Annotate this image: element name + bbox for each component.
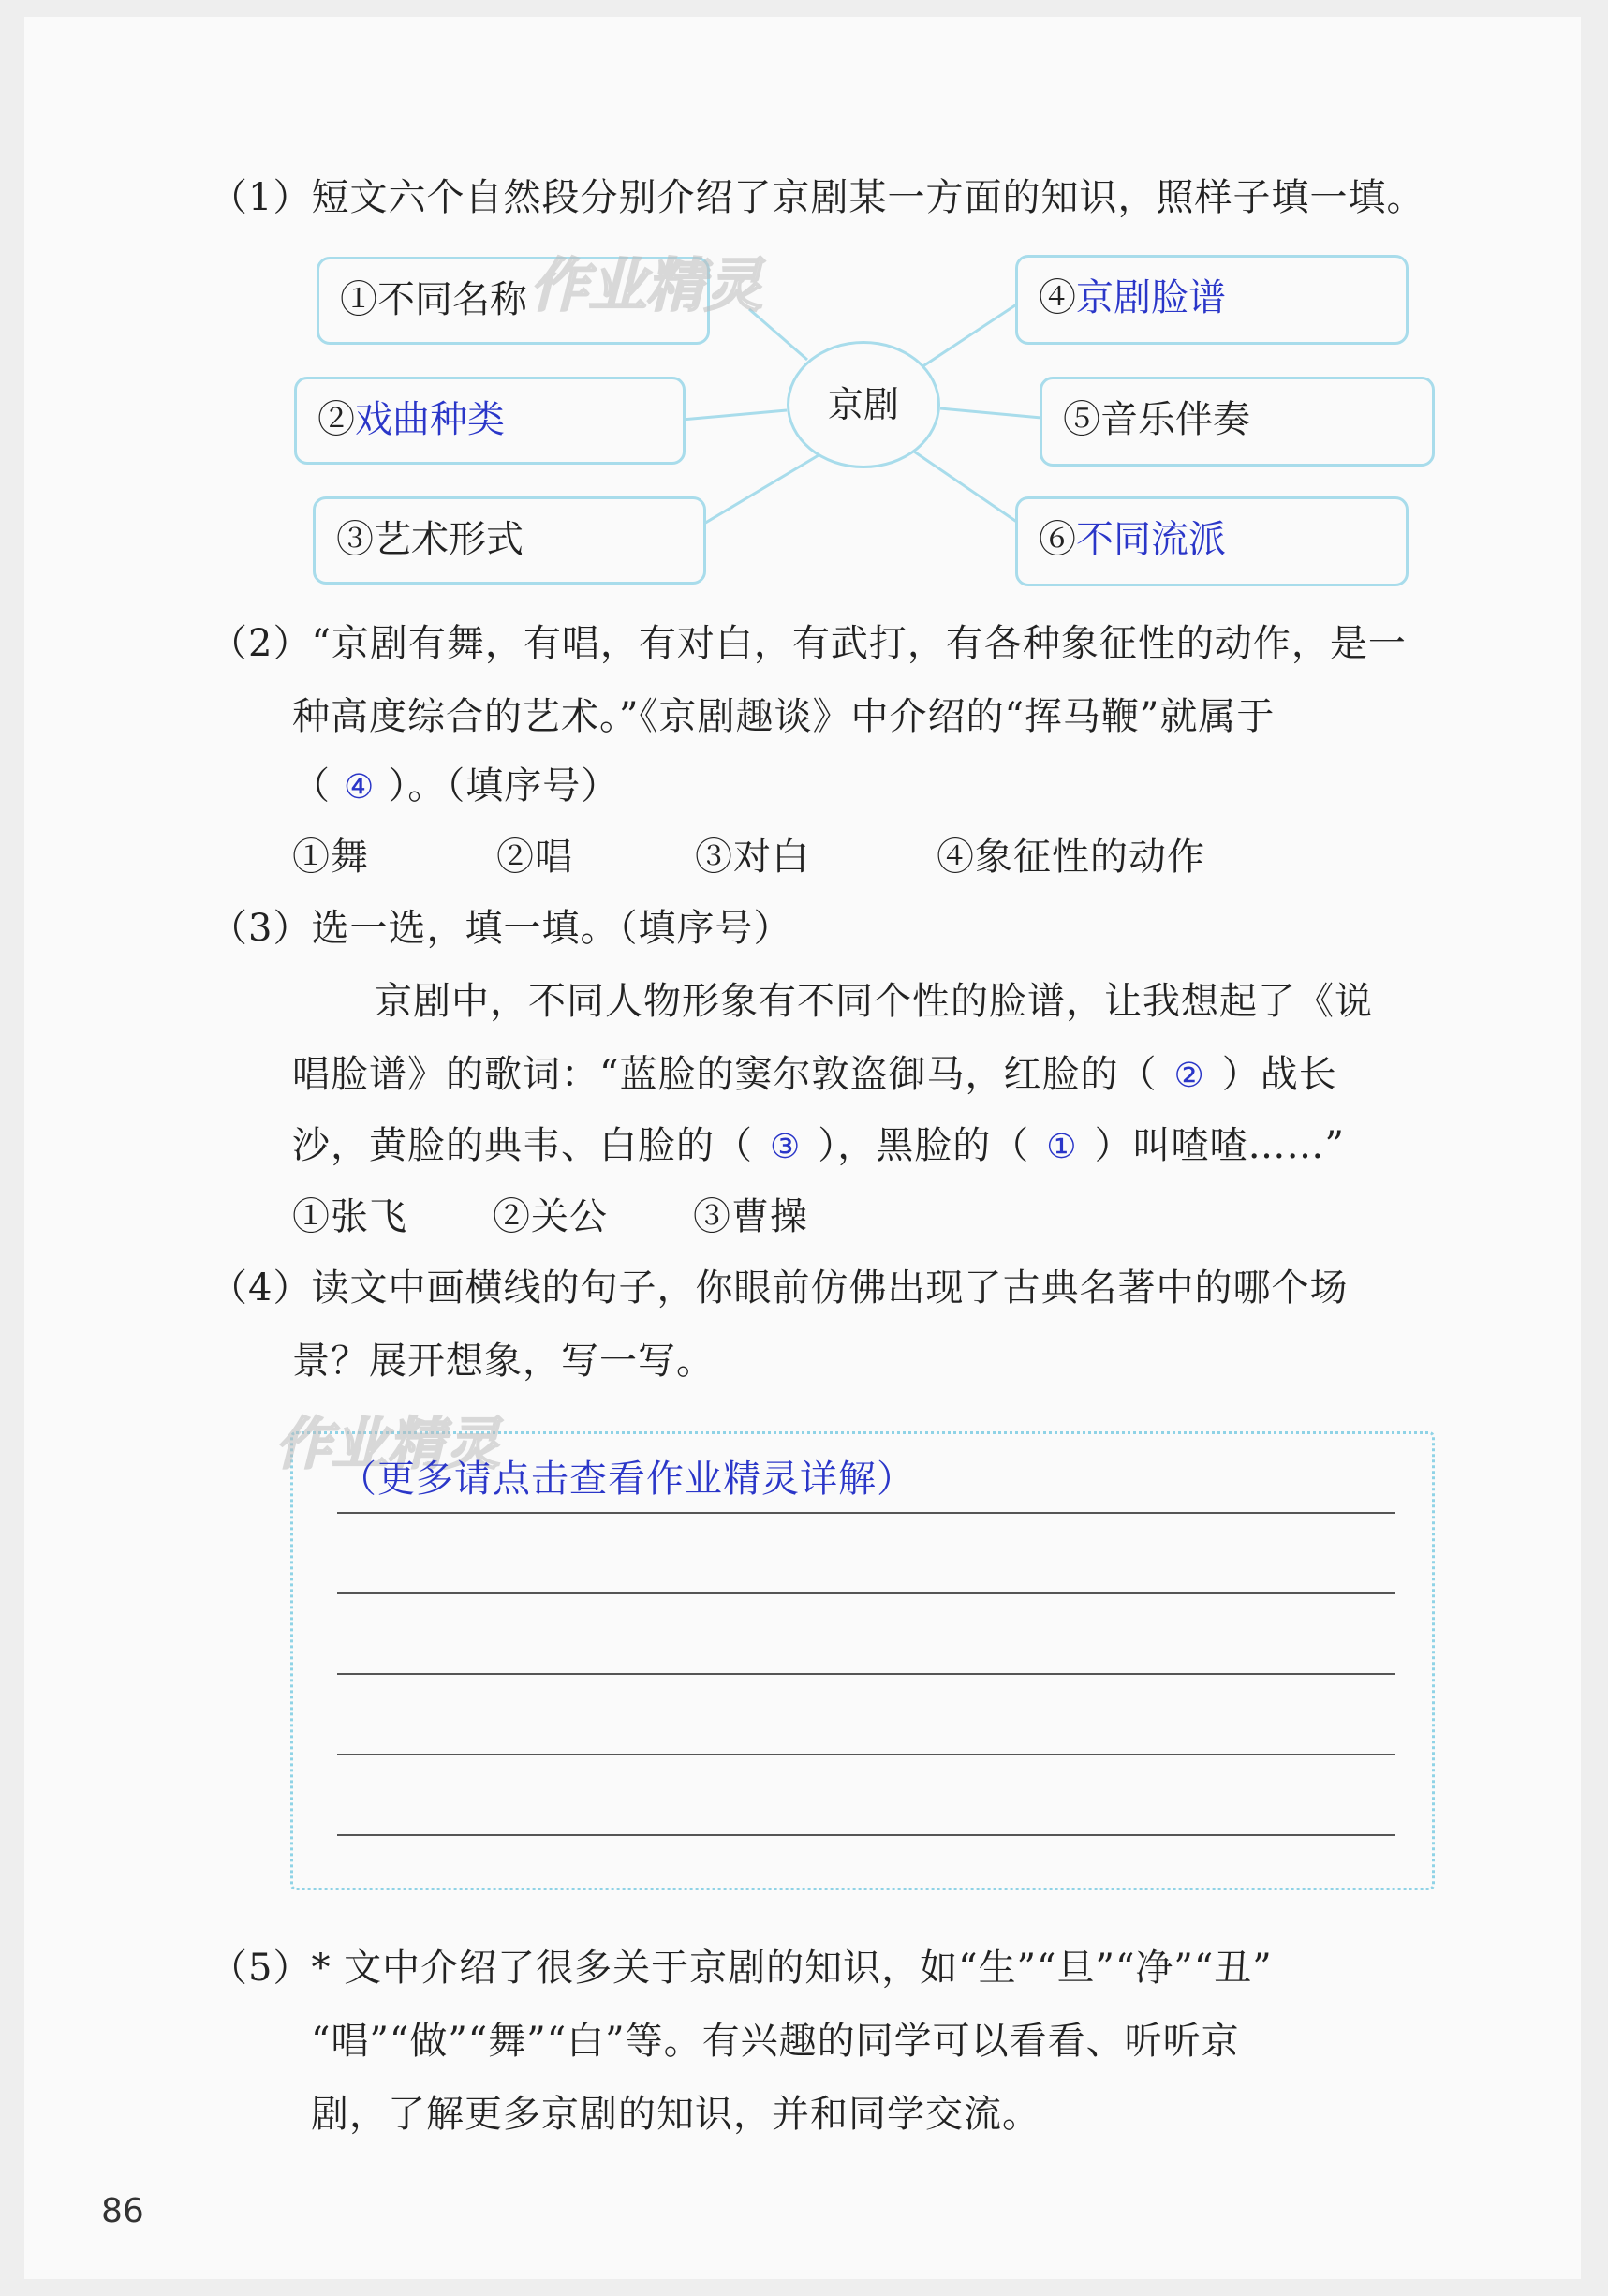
mindmap-node-5	[1040, 377, 1435, 467]
writing-line-1	[337, 1512, 1395, 1514]
mindmap-center: 京剧	[787, 341, 940, 468]
q3-option-2: ②关公	[493, 1195, 608, 1238]
q2-answer: ④	[344, 768, 376, 807]
connector-3	[702, 455, 819, 525]
q2-paren-open: （	[292, 764, 331, 807]
q2-paren-close: ）。（填序号）	[388, 764, 620, 807]
node-6-num: ⑥	[1039, 518, 1076, 561]
q3-line1: 京剧中，不同人物形象有不同个性的脸谱，让我想起了《说	[375, 980, 1373, 1023]
node-1-text: 不同名称	[377, 278, 527, 321]
q3-line3-c: ）叫喳喳……”	[1094, 1124, 1346, 1167]
q3-line2	[292, 1051, 1337, 1100]
node-5-num: ⑤	[1063, 398, 1100, 441]
q3-answer-1: ②	[1173, 1057, 1205, 1095]
watermark-mark-icon	[528, 247, 800, 322]
q3-line3-b: ），黑脸的（	[818, 1124, 1030, 1167]
q3-option-1: ①张飞	[292, 1195, 407, 1238]
mindmap-node-2	[294, 377, 686, 465]
writing-line-4	[337, 1754, 1395, 1755]
q2-line2: 种高度综合的艺术。”《京剧趣谈》中介绍的“挥马鞭”就属于	[292, 695, 1276, 738]
node-3-text: 艺术形式	[374, 518, 524, 561]
q2-line3	[292, 763, 619, 811]
svg-text:作业精灵: 作业精灵	[275, 1412, 500, 1477]
q3-answer-3: ①	[1046, 1128, 1078, 1166]
q4-answer-hint-link[interactable]: （更多请点击查看作业精灵详解）	[339, 1458, 915, 1501]
q2-line1: （2）“京剧有舞，有唱，有对白，有武打，有各种象征性的动作，是一	[210, 622, 1407, 665]
connector-4	[922, 302, 1021, 367]
q1-prompt: （1）短文六个自然段分别介绍了京剧某一方面的知识，照样子填一填。	[210, 176, 1425, 219]
q4-line1: （4）读文中画横线的句子，你眼前仿佛出现了古典名著中的哪个场	[210, 1267, 1349, 1310]
q2-option-1: ①舞	[292, 836, 369, 879]
q3-prompt: （3）选一选，填一填。（填序号）	[210, 907, 792, 950]
node-3-num: ③	[336, 518, 374, 561]
q3-line2-b: ）战长	[1221, 1053, 1337, 1096]
page-number: 86	[101, 2192, 144, 2230]
writing-line-3	[337, 1673, 1395, 1675]
node-4-answer: 京剧脸谱	[1076, 276, 1226, 319]
q5-line1: （5）* 文中介绍了很多关于京剧的知识，如“生”“旦”“净”“丑”	[210, 1947, 1273, 1990]
node-2-num: ②	[317, 398, 355, 441]
mindmap-node-3	[313, 496, 706, 585]
mindmap-node-6	[1015, 496, 1409, 586]
mindmap-node-4	[1015, 255, 1409, 345]
node-6-answer: 不同流派	[1076, 518, 1226, 561]
svg-text:作业精灵: 作业精灵	[530, 251, 763, 319]
q3-line3	[292, 1122, 1345, 1171]
writing-line-5	[337, 1834, 1395, 1836]
writing-line-2	[337, 1592, 1395, 1594]
q3-option-3: ③曹操	[693, 1195, 808, 1238]
connector-6	[914, 452, 1021, 525]
q3-line3-a: 沙，黄脸的典韦、白脸的（	[292, 1124, 753, 1167]
node-5-text: 音乐伴奏	[1100, 398, 1250, 441]
node-2-answer: 戏曲种类	[355, 398, 505, 441]
node-4-num: ④	[1039, 276, 1076, 319]
watermark-logo-top	[528, 247, 800, 337]
node-1-num: ①	[340, 278, 377, 321]
q3-answer-2: ③	[770, 1128, 802, 1166]
q4-line2: 景？展开想象，写一写。	[292, 1340, 715, 1383]
connector-2	[682, 410, 787, 420]
connector-5	[940, 408, 1041, 418]
q3-line2-a: 唱脸谱》的歌词：“蓝脸的窦尔敦盗御马，红脸的（	[292, 1053, 1158, 1096]
q5-line3: 剧，了解更多京剧的知识，并和同学交流。	[311, 2093, 1040, 2136]
q2-option-2: ②唱	[496, 836, 573, 879]
q2-option-4: ④象征性的动作	[937, 836, 1205, 879]
q5-line2: “唱”“做”“舞”“白”等。有兴趣的同学可以看看、听听京	[311, 2020, 1240, 2063]
q2-option-3: ③对白	[695, 836, 810, 879]
